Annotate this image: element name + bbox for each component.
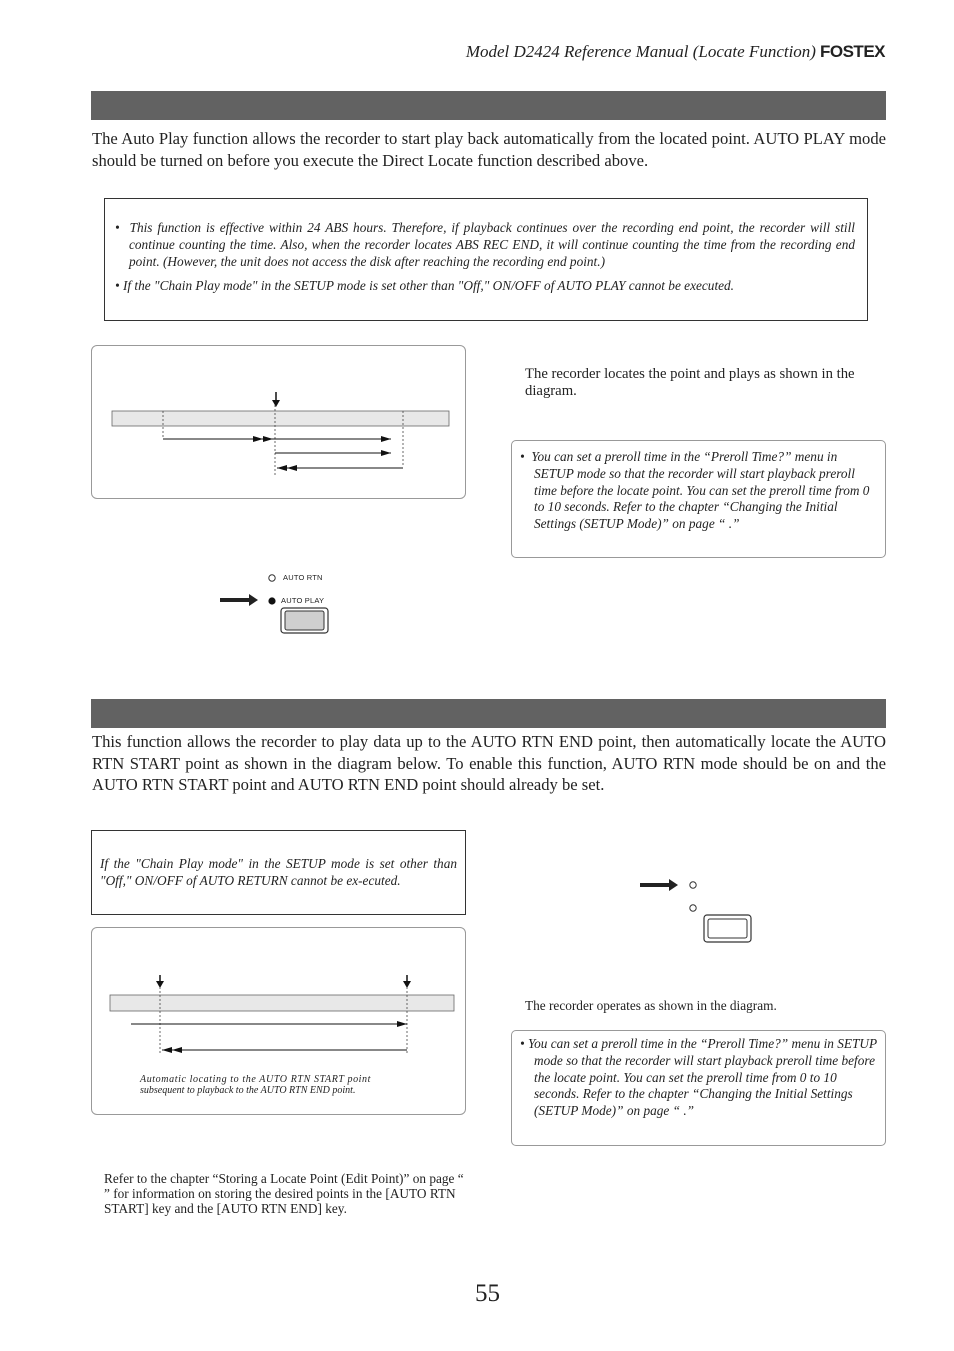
auto-play-intro: The Auto Play function allows the recorder to start play back automatically from the located point. AUTO PLAY mode should be turned on before you execute the Direct Locate function described above.	[92, 129, 886, 170]
section-bar-auto-return	[91, 699, 886, 728]
section-bar-auto-play	[91, 91, 886, 120]
auto-rtn-led-label: AUTO RTN	[283, 573, 323, 582]
auto-return-preroll-note	[511, 1030, 886, 1146]
auto-return-key-illustration	[635, 875, 765, 945]
header-title: Model D2424 Reference Manual (Locate Function)	[465, 42, 816, 61]
auto-return-operation-text: The recorder operates as shown in the diagram.	[525, 998, 777, 1013]
note-item: • If the "Chain Play mode" in the SETUP mode is set other than "Off," ON/OFF of AUTO PLAY cannot be executed.	[115, 278, 735, 294]
note-item: • You can set a preroll time in the “Preroll Time?” menu in SETUP mode so that the recorder will start playback preroll time before the locate point. You can set the preroll time from 0 to 10 seconds. Refer to the chapter “Changing the Initial Settings (SETUP Mode)” on page “ .”	[520, 449, 870, 532]
rtn-start-marker-icon	[156, 981, 164, 988]
auto-play-note-box	[104, 198, 868, 321]
locate-point-marker-icon	[272, 400, 280, 407]
note-item: • This function is effective within 24 ABS hours. Therefore, if playback continues over the recording end point, the recorder will still continue counting the time. Also, when the recorder locates ABS REC END, it will continue counting the time from the recording end point. (However, the unit does not access the disk after reaching the recording end point.)	[115, 220, 855, 269]
auto-play-preroll-note	[511, 440, 886, 558]
page-header	[380, 42, 885, 62]
diagram-caption: Automatic locating to the AUTO RTN START point subsequent to playback to the AUTO RTN END point.	[140, 1074, 372, 1096]
auto-return-warning-box: If the "Chain Play mode" in the SETUP mode is set other than "Off," ON/OFF of AUTO RETURN cannot be ex-ecuted.	[91, 830, 466, 915]
pointer-arrow-icon	[640, 879, 678, 891]
page-number: 55	[475, 1280, 500, 1307]
rtn-end-marker-icon	[403, 981, 411, 988]
pointer-arrow-icon	[220, 594, 258, 606]
brand-logo: FOSTEX	[819, 42, 885, 61]
auto-play-operation-text: The recorder locates the point and plays as shown in the diagram.	[525, 366, 855, 399]
auto-return-intro: This function allows the recorder to play data up to the AUTO RTN END point, then automatically locate the AUTO RTN START point as shown in the diagram below. To enable this function, AUTO RTN mode should be on and the AUTO RTN START point and AUTO RTN END point should already be set.	[92, 732, 886, 794]
auto-play-key-illustration	[215, 568, 345, 638]
note-item: • You can set a preroll time in the “Preroll Time?” menu in SETUP mode so that the recorder will start playback preroll time before the locate point. You can set the preroll time from 0 to 10 seconds. Refer to the chapter “Changing the Initial Settings (SETUP Mode)” on page “ .”	[520, 1036, 877, 1119]
auto-play-diagram	[91, 345, 466, 499]
auto-return-refer-text: Refer to the chapter “Storing a Locate Point (Edit Point)” on page “ ” for information on storing the desired points in the [AUTO RTN START] key and the [AUTO RTN END] key.	[104, 1171, 464, 1216]
auto-play-led-label: AUTO PLAY	[281, 596, 325, 605]
